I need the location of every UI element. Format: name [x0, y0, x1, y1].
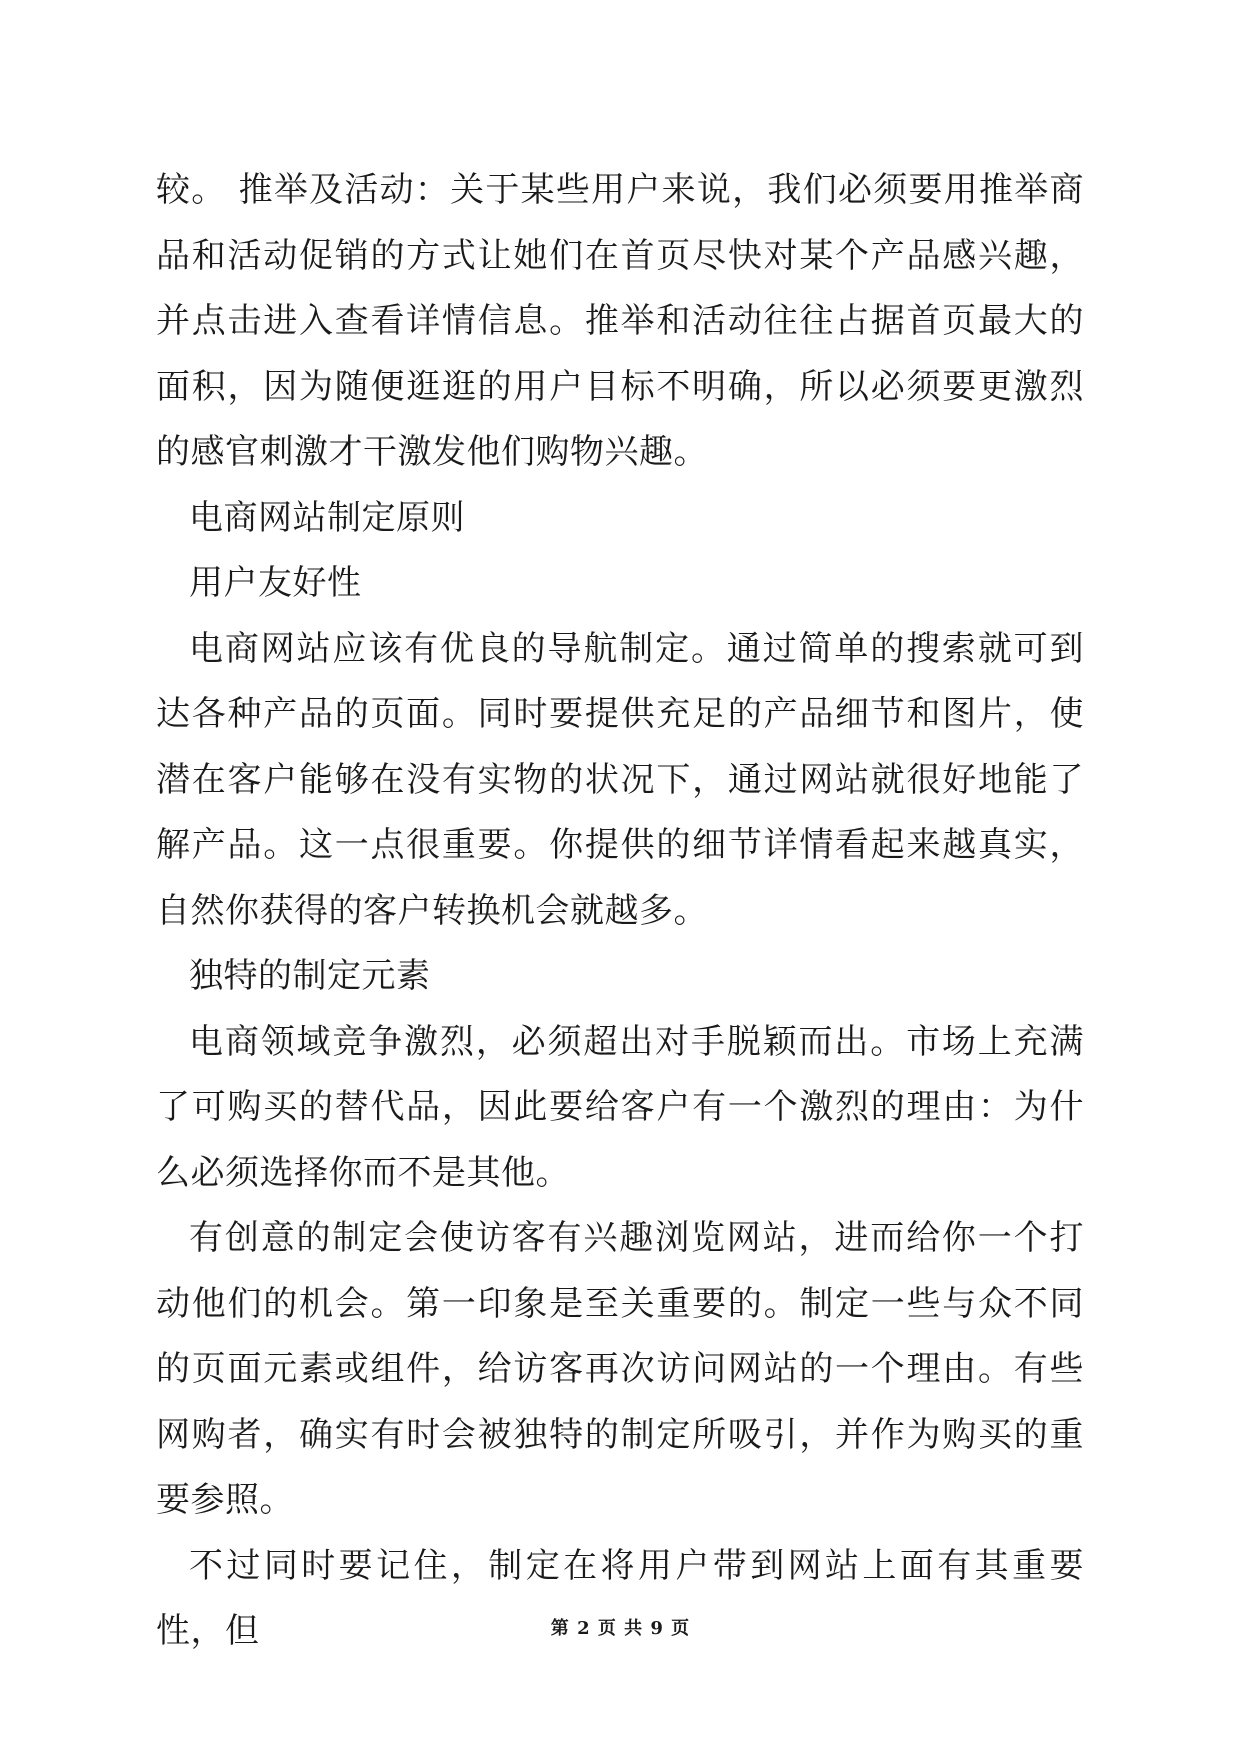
page-number-footer: 第 2 页 共 9 页 [550, 1618, 691, 1639]
paragraph-remember: 不过同时要记住，制定在将用户带到网站上面有其重要性，但 [156, 1545, 1084, 1651]
paragraph-creative-design: 有创意的制定会使访客有兴趣浏览网站，进而给你一个打动他们的机会。第一印象是至关重要的。制定一些与众不同的页面元素或组件，给访客再次访问网站的一个理由。有些网购者，确实有时会被独特的制定所吸引，并作为购买的重要参照。 [156, 1218, 1084, 1520]
paragraph-competition: 电商领域竞争激烈，必须超出对手脱颖而出。市场上充满了可购买的替代品，因此要给客户有一个激烈的理由：为什么必须选择你而不是其他。 [156, 1021, 1084, 1193]
document-body [156, 158, 1084, 1665]
paragraph-recommendation: 较。 推举及活动：关于某些用户来说，我们必须要用推举商品和活动促销的方式让她们在首页尽快对某个产品感兴趣，并点击进入查看详情信息。推举和活动往往占据首页最大的面积，因为随便逛逛的用户目标不明确，所以必须要更激烈的感官刺激才干激发他们购物兴趣。 [156, 170, 1084, 472]
heading-user-friendliness: 用户友好性 [189, 563, 362, 603]
paragraph-navigation: 电商网站应该有优良的导航制定。通过简单的搜索就可到达各种产品的页面。同时要提供充足的产品细节和图片，使潜在客户能够在没有实物的状况下，通过网站就很好地能了解产品。这一点很重要。你提供的细节详情看起来越真实，自然你获得的客户转换机会就越多。 [156, 628, 1084, 931]
heading-unique-elements: 独特的制定元素 [189, 956, 431, 996]
heading-design-principles: 电商网站制定原则 [189, 497, 465, 538]
